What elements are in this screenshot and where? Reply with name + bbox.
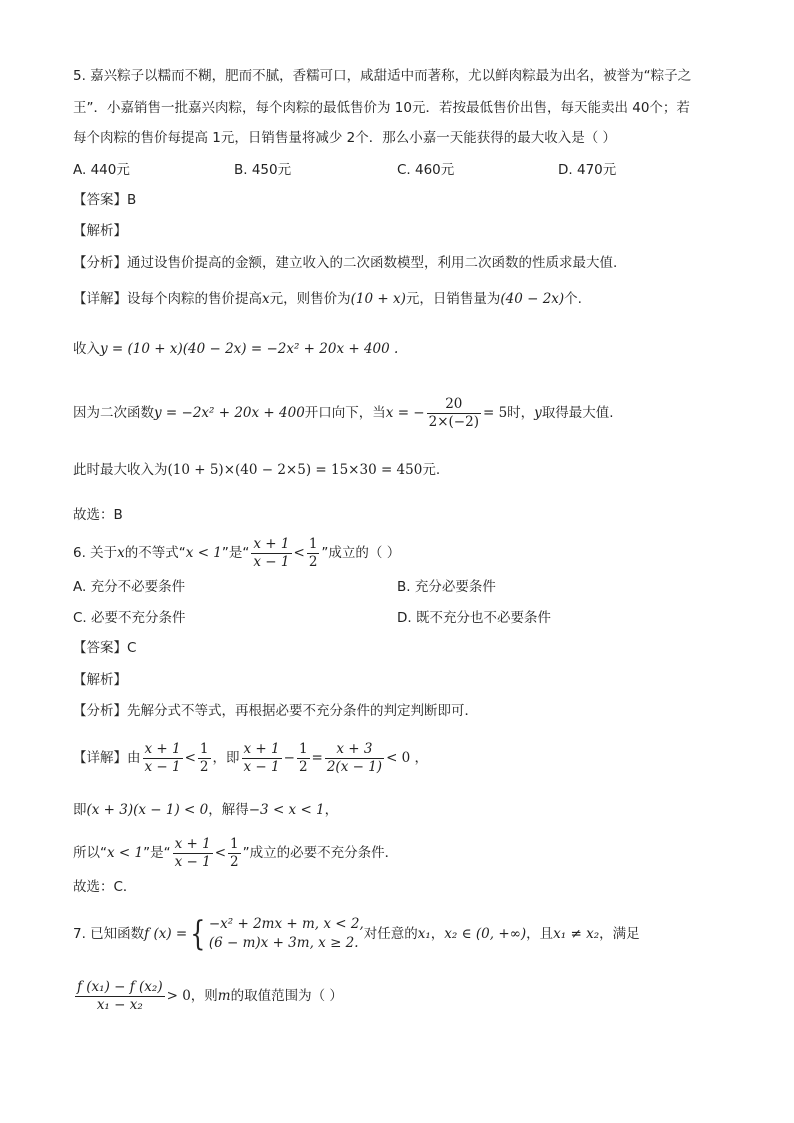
q7-gt-zero: > 0 bbox=[166, 988, 191, 1004]
q5-option-c: C. 460元 bbox=[397, 162, 455, 178]
q6-detail-frac1-den: x − 1 bbox=[144, 758, 181, 775]
q5-detail-line1 bbox=[73, 289, 582, 309]
q5-option-d: D. 470元 bbox=[558, 162, 617, 178]
q5-income-expr: y = (10 + x)(40 − 2x) = −2x² + 20x + 400 . bbox=[100, 341, 399, 357]
q6-detail-frac1 bbox=[143, 741, 183, 776]
q6-detail-lt: < bbox=[184, 750, 196, 766]
q6-detail-frac2 bbox=[242, 741, 282, 776]
q7-monotonic-fraction bbox=[75, 979, 165, 1014]
q5-vertex-x: x = − bbox=[385, 405, 425, 421]
q5-vertex-fraction bbox=[427, 396, 481, 431]
q5-detail-var: x bbox=[262, 291, 270, 307]
q7-comma: ， bbox=[430, 926, 445, 942]
q7-stem-text-d: ，满足 bbox=[599, 926, 640, 942]
q6-line2-text-c: ， bbox=[324, 802, 339, 818]
q7-param-m: m bbox=[217, 988, 231, 1004]
q6-detail-result-num: x + 3 bbox=[325, 741, 384, 759]
q7-piecewise-cases bbox=[209, 915, 364, 953]
q7-stem-line2 bbox=[73, 976, 343, 1016]
q6-line2-range: −3 < x < 1 bbox=[248, 802, 325, 818]
q6-detail-minus: − bbox=[283, 750, 295, 766]
q6-detail-half1-num: 1 bbox=[199, 740, 209, 757]
q6-line2-text-a: 即 bbox=[73, 802, 87, 818]
q7-stem-text-e: ，则 bbox=[190, 988, 218, 1004]
q7-case-2: (6 − m)x + 3m, x ≥ 2. bbox=[208, 935, 359, 951]
q5-stem-line2: 王”．小嘉销售一批嘉兴肉粽，每个肉粽的最低售价为 10元．若按最低售价出售，每天能卖出 40个；若 bbox=[73, 100, 690, 116]
q5-quad-text-d: 取得最大值. bbox=[541, 405, 614, 421]
q6-line3-frac-den: x − 1 bbox=[174, 853, 211, 870]
q5-vertex-numerator: 20 bbox=[427, 396, 481, 414]
q6-line3-frac bbox=[173, 836, 213, 871]
q6-line2-text-b: ，解得 bbox=[208, 802, 249, 818]
q6-stem-text-b: 的不等式“ bbox=[124, 545, 186, 561]
q5-detail-text-d: 个. bbox=[564, 291, 582, 307]
q7-frac-den: x₁ − x₂ bbox=[96, 996, 143, 1013]
q6-line3-text-b: ”是“ bbox=[143, 845, 171, 861]
q5-quad-y: y bbox=[534, 405, 542, 421]
q5-answer: 【答案】B bbox=[73, 192, 137, 208]
q6-detail-half2 bbox=[297, 741, 310, 776]
q5-max-text-b: 元. bbox=[422, 462, 441, 478]
q6-detail-result-frac bbox=[325, 741, 384, 776]
q6-jiexi-heading: 【解析】 bbox=[73, 672, 127, 688]
q6-detail-line2 bbox=[73, 800, 338, 820]
q7-left-brace: { bbox=[190, 914, 206, 954]
q6-detail-frac2-den: x − 1 bbox=[243, 758, 280, 775]
q6-stem-frac-num: x + 1 bbox=[253, 535, 290, 552]
q5-jiexi-heading: 【解析】 bbox=[73, 223, 127, 239]
q6-line3-frac-num: x + 1 bbox=[174, 835, 211, 852]
q6-stem-half bbox=[307, 536, 320, 571]
q6-line3-lt: < bbox=[214, 845, 227, 861]
q5-quad-line bbox=[73, 393, 614, 433]
q6-detail-half2-num: 1 bbox=[298, 740, 308, 757]
q6-detail-eq: = bbox=[311, 750, 323, 766]
q6-option-b: B. 充分必要条件 bbox=[397, 579, 496, 595]
q6-detail-tag: 【详解】由 bbox=[73, 750, 141, 766]
q6-detail-mid: ，即 bbox=[212, 750, 240, 766]
q5-detail-text-a: 设每个肉粽的售价提高 bbox=[127, 291, 262, 307]
q7-stem-text-c: ，且 bbox=[526, 926, 554, 942]
q6-line3-half bbox=[228, 836, 241, 871]
q6-detail-line3 bbox=[73, 833, 398, 873]
q6-line2-expr: (x + 3)(x − 1) < 0 bbox=[86, 802, 209, 818]
q6-stem-half-den: 2 bbox=[308, 553, 318, 570]
q5-stem-line3: 每个肉粽的售价每提高 1元，日销售量将减少 2个．那么小嘉一天能获得的最大收入是（ ） bbox=[73, 130, 617, 146]
q6-detail-result-den: 2(x − 1) bbox=[326, 758, 383, 775]
q5-quad-text-b: 开口向下，当 bbox=[304, 405, 386, 421]
q6-detail-half1 bbox=[198, 741, 211, 776]
q6-option-c: C. 必要不充分条件 bbox=[73, 610, 186, 626]
q6-stem-frac-den: x − 1 bbox=[253, 553, 290, 570]
q6-detail-frac1-num: x + 1 bbox=[144, 740, 181, 757]
q6-stem-ineq: x < 1 bbox=[185, 545, 222, 561]
q6-detail-half2-den: 2 bbox=[298, 758, 308, 775]
q7-frac-num: f (x₁) − f (x₂) bbox=[77, 978, 163, 995]
q6-stem bbox=[73, 533, 400, 573]
q5-vertex-eq: = 5 bbox=[482, 405, 508, 421]
q5-choose: 故选：B bbox=[73, 507, 123, 523]
q6-stem-text-a: 6. 关于 bbox=[73, 545, 118, 561]
q5-detail-tag: 【详解】 bbox=[73, 291, 127, 307]
q7-stem-text-a: 7. 已知函数 bbox=[73, 926, 145, 942]
q6-line3-half-den: 2 bbox=[230, 853, 239, 870]
q5-sales-expr: (40 − 2x) bbox=[500, 291, 565, 307]
q5-detail-text-c: 元，日销售量为 bbox=[405, 291, 501, 307]
q7-stem-text-b: 对任意的 bbox=[363, 926, 418, 942]
q6-answer: 【答案】C bbox=[73, 640, 137, 656]
q5-quad-expr: y = −2x² + 20x + 400 bbox=[154, 405, 305, 421]
q5-max-line bbox=[73, 460, 440, 480]
q5-analysis: 【分析】通过设售价提高的金额，建立收入的二次函数模型，利用二次函数的性质求最大值. bbox=[73, 255, 618, 271]
q5-price-expr: (10 + x) bbox=[350, 291, 406, 307]
q6-line3-text-c: ”成立的必要不充分条件． bbox=[242, 845, 399, 861]
q5-income-line bbox=[73, 339, 398, 359]
q6-stem-var: x bbox=[117, 545, 125, 561]
q6-analysis: 【分析】先解分式不等式，再根据必要不充分条件的判定判断即可． bbox=[73, 703, 478, 719]
q5-stem-line1: 5. 嘉兴粽子以糯而不糊，肥而不腻，香糯可口，咸甜适中而著称，尤以鲜肉粽最为出名，被誉为“粽子之 bbox=[73, 68, 692, 84]
q5-quad-text-c: 时， bbox=[507, 405, 535, 421]
q6-stem-fraction bbox=[251, 536, 291, 571]
q5-option-a: A. 440元 bbox=[73, 162, 130, 178]
q6-line3-ineq: x < 1 bbox=[107, 845, 144, 861]
q6-option-a: A. 充分不必要条件 bbox=[73, 579, 186, 595]
q5-option-b: B. 450元 bbox=[234, 162, 292, 178]
q7-x1: x₁ bbox=[417, 926, 431, 942]
q6-line3-text-a: 所以“ bbox=[73, 845, 107, 861]
q5-detail-text-b: 元，则售价为 bbox=[269, 291, 351, 307]
q6-detail-result-lt: < 0 ， bbox=[386, 750, 429, 766]
q7-stem-line1 bbox=[73, 912, 640, 956]
q6-detail-line1 bbox=[73, 738, 428, 778]
q6-stem-lt: < bbox=[293, 545, 305, 561]
q6-stem-text-c: ”是“ bbox=[221, 545, 250, 561]
q5-vertex-denominator: 2×(−2) bbox=[428, 413, 479, 430]
q7-function-name: f (x) = bbox=[144, 926, 188, 942]
q6-stem-text-d: ”成立的（ ） bbox=[321, 545, 401, 561]
q6-option-d: D. 既不充分也不必要条件 bbox=[397, 610, 551, 626]
q5-income-label: 收入 bbox=[73, 341, 100, 357]
q5-quad-text-a: 因为二次函数 bbox=[73, 405, 154, 421]
q7-x-neq: x₁ ≠ x₂ bbox=[553, 926, 600, 942]
q6-stem-half-num: 1 bbox=[308, 535, 318, 552]
q7-x2-domain: x₂ ∈ (0, +∞) bbox=[444, 926, 527, 942]
q7-stem-text-f: 的取值范围为（ ） bbox=[230, 988, 343, 1004]
q5-max-text-a: 此时最大收入为 bbox=[73, 462, 168, 478]
q6-choose: 故选：C． bbox=[73, 879, 137, 895]
q6-detail-frac2-num: x + 1 bbox=[243, 740, 280, 757]
q6-line3-half-num: 1 bbox=[230, 835, 239, 852]
q7-case-1: −x² + 2mx + m, x < 2, bbox=[208, 916, 364, 932]
q6-detail-half1-den: 2 bbox=[199, 758, 209, 775]
q5-max-expr: (10 + 5)×(40 − 2×5) = 15×30 = 450 bbox=[167, 462, 423, 478]
